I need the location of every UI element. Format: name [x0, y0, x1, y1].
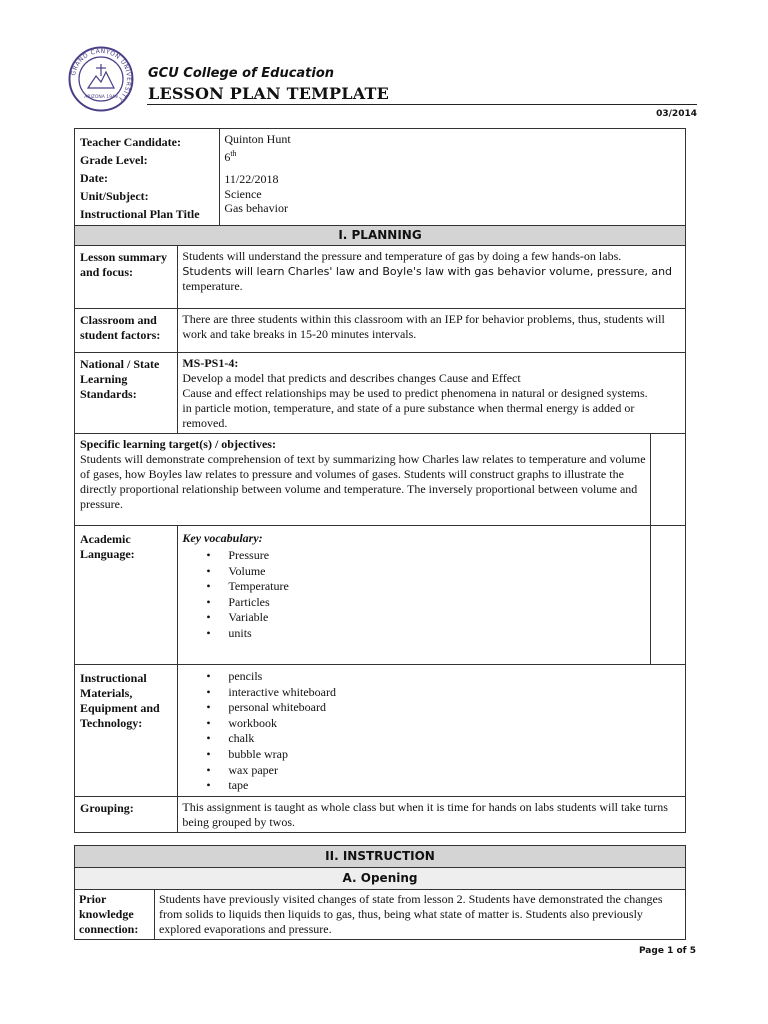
list-item: • pencils [228, 669, 681, 685]
classroom-label: Classroom and student factors: [75, 309, 178, 353]
prior-row [75, 890, 686, 940]
classroom-text: There are three students within this classroom with an IEP for behavior problems, thus, students will work and take breaks in 15-20 minutes intervals. [178, 309, 686, 353]
subject-label: Unit/Subject: [80, 189, 149, 203]
list-item: • Temperature [228, 579, 646, 595]
materials-list [182, 669, 681, 794]
list-item: • interactive whiteboard [228, 685, 681, 701]
academic-label: Academic Language: [75, 526, 178, 665]
subject-value: Science [224, 186, 262, 201]
list-item: • Variable [228, 610, 646, 626]
date-value: 11/22/2018 [224, 172, 279, 187]
svg-text:GRAND CANYON UNIVERSITY: GRAND CANYON UNIVERSITY [70, 47, 133, 103]
info-row [75, 129, 686, 226]
list-item: • units [228, 626, 646, 642]
svg-text:ARIZONA 1949: ARIZONA 1949 [84, 95, 118, 100]
materials-cell [178, 665, 686, 797]
plan-title-value: Gas behavior [224, 201, 288, 216]
vocab-heading: Key vocabulary: [182, 531, 263, 545]
standards-text: MS-PS1-4: Develop a model that predicts and describes changes Cause and Effect Cause and effect relationships may be used to predict phenomena in natural or designed systems. in particle motion, temperature, and state of a pure substance when thermal energy is added or removed. [178, 353, 686, 434]
grade-label: Grade Level: [80, 153, 148, 167]
prior-text: Students have previously visited changes of state from lesson 2. Students have demonstrated the changes from solids to liquids then liquids to gas, thus, being what state of matter is. Students also previously explored evaporations and pressure. [154, 890, 685, 940]
list-item: • Particles [228, 595, 646, 611]
list-item: • tape [228, 778, 681, 794]
page-number: Page 1 of 5 [638, 946, 696, 956]
objectives-cell [75, 434, 651, 526]
objectives-row [75, 434, 686, 526]
grouping-row [75, 796, 686, 832]
prior-label: Prior knowledge connection: [75, 890, 155, 940]
header-divider [147, 104, 697, 105]
objectives-label: Specific learning target(s) / objectives: [80, 437, 276, 451]
college-name: GCU College of Education [148, 66, 335, 81]
academic-blank [651, 526, 686, 665]
materials-row [75, 665, 686, 797]
list-item: • workbook [228, 716, 681, 732]
grouping-text: This assignment is taught as whole class but when it is time for hands on labs students will take turns being grouped by twos. [178, 796, 686, 832]
list-item: • wax paper [228, 763, 681, 779]
vocab-list [182, 548, 646, 642]
list-item: • personal whiteboard [228, 700, 681, 716]
standards-row [75, 353, 686, 434]
date-label: Date: [80, 171, 108, 185]
opening-heading: A. Opening [75, 868, 686, 890]
vocab-cell [178, 526, 651, 665]
academic-row [75, 526, 686, 665]
instruction-table [74, 845, 686, 940]
summary-row [75, 246, 686, 309]
materials-label: Instructional Materials, Equipment and Technology: [75, 665, 178, 797]
university-seal-logo [68, 46, 134, 112]
list-item: • chalk [228, 731, 681, 747]
list-item: • bubble wrap [228, 747, 681, 763]
summary-text: Students will understand the pressure and temperature of gas by doing a few hands-on labs. Students will learn Charles' law and Boyle's law with gas behavior volume, pressure, and temperature. [178, 246, 686, 309]
list-item: • Volume [228, 564, 646, 580]
planning-table [74, 128, 686, 833]
teacher-value: Quinton Hunt [224, 132, 291, 146]
teacher-label: Teacher Candidate: [80, 135, 182, 149]
grouping-label: Grouping: [75, 796, 178, 832]
version-date: 03/2014 [656, 109, 697, 119]
info-values [220, 129, 686, 226]
objectives-blank [651, 434, 686, 526]
classroom-row [75, 309, 686, 353]
grade-value: 6th [224, 148, 237, 164]
info-labels [75, 129, 220, 226]
planning-heading: I. PLANNING [75, 226, 686, 246]
plan-title-label: Instructional Plan Title [80, 207, 200, 221]
objectives-text: Students will demonstrate comprehension of text by summarizing how Charles law relates to temperature and volume of gases, how Boyles law relates to pressure and volumes of gases. Students will construct graphs to illustrate the directly proportional relationship between volume and temperature. The inversely proportional between volume and pressure. [80, 452, 646, 511]
instruction-heading: II. INSTRUCTION [75, 846, 686, 868]
standards-label: National / State Learning Standards: [75, 353, 178, 434]
summary-label: Lesson summary and focus: [75, 246, 178, 309]
list-item: • Pressure [228, 548, 646, 564]
template-title: LESSON PLAN TEMPLATE [148, 84, 389, 103]
